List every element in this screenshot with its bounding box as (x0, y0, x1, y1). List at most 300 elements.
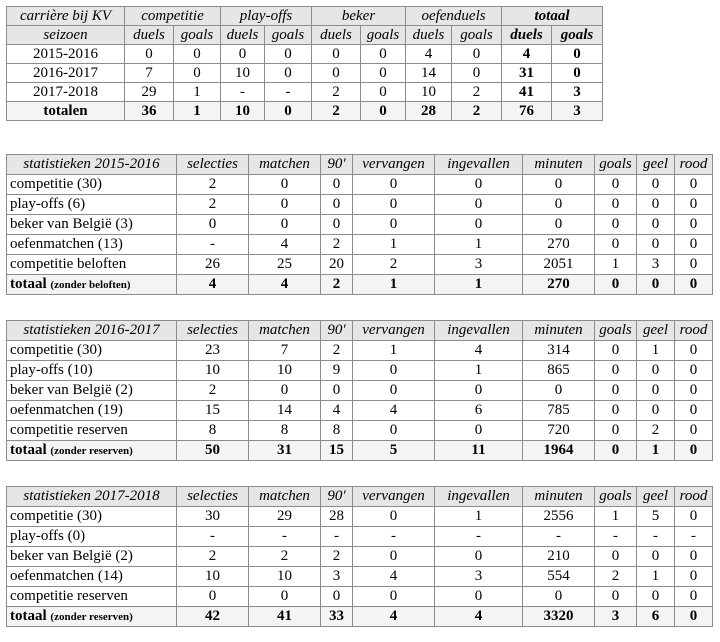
column-header: ingevallen (435, 487, 523, 507)
group-header: play-offs (221, 7, 312, 26)
value-cell: 2 (637, 421, 675, 441)
column-header: 90' (321, 487, 353, 507)
value-cell: 0 (675, 195, 713, 215)
value-cell: 0 (221, 45, 265, 64)
table-row (7, 255, 713, 275)
value-cell: 0 (174, 45, 221, 64)
row-label: competitie reserven (7, 421, 177, 441)
column-header: vervangen (353, 321, 435, 341)
table-row (7, 421, 713, 441)
total-cell: 4 (177, 275, 249, 295)
column-header: selecties (177, 155, 249, 175)
value-cell: 0 (595, 215, 637, 235)
value-cell: 7 (125, 64, 174, 83)
value-cell: 0 (523, 587, 595, 607)
group-header: competitie (125, 7, 221, 26)
total-cell: 0 (675, 607, 713, 627)
row-label: play-offs (10) (7, 361, 177, 381)
total-row (7, 102, 603, 121)
value-cell: 0 (353, 421, 435, 441)
total-cell: 0 (675, 275, 713, 295)
column-header: rood (675, 155, 713, 175)
total-cell: 11 (435, 441, 523, 461)
value-cell: 0 (353, 361, 435, 381)
value-cell: - (321, 527, 353, 547)
table-row (7, 381, 713, 401)
value-cell: 0 (452, 64, 502, 83)
row-label: oefenmatchen (14) (7, 567, 177, 587)
value-cell: 25 (249, 255, 321, 275)
value-cell: 14 (406, 64, 452, 83)
value-cell: 0 (637, 215, 675, 235)
value-cell: 0 (435, 381, 523, 401)
value-cell: 2 (452, 83, 502, 102)
value-cell: 10 (221, 64, 265, 83)
total-cell: 3 (595, 607, 637, 627)
value-cell: - (353, 527, 435, 547)
value-cell: 3 (637, 255, 675, 275)
value-cell: 7 (249, 341, 321, 361)
table-row (7, 507, 713, 527)
row-label: beker van België (3) (7, 215, 177, 235)
column-header: ingevallen (435, 155, 523, 175)
column-header: geel (637, 487, 675, 507)
value-cell: 0 (675, 255, 713, 275)
header-row (7, 155, 713, 175)
value-cell: 0 (637, 361, 675, 381)
value-cell: 0 (249, 175, 321, 195)
value-cell: 0 (675, 235, 713, 255)
value-cell: 3 (435, 255, 523, 275)
total-cell: 0 (637, 275, 675, 295)
group-header: oefenduels (406, 7, 502, 26)
season-cell: 2016-2017 (7, 64, 125, 83)
total-row (7, 607, 713, 627)
total-cell: 0 (595, 441, 637, 461)
value-cell: 28 (321, 507, 353, 527)
total-cell: 1 (637, 441, 675, 461)
column-header: minuten (523, 155, 595, 175)
value-cell: - (177, 235, 249, 255)
value-cell: 4 (249, 235, 321, 255)
career-title: carrière bij KV (7, 7, 125, 26)
total-cell: 4 (249, 275, 321, 295)
group-header-total: totaal (502, 7, 603, 26)
total-cell: 1964 (523, 441, 595, 461)
value-cell: 0 (552, 45, 603, 64)
value-cell: 0 (595, 547, 637, 567)
value-cell: 2051 (523, 255, 595, 275)
value-cell: 0 (637, 195, 675, 215)
column-header: geel (637, 321, 675, 341)
value-cell: 4 (502, 45, 552, 64)
value-cell: - (265, 83, 312, 102)
value-cell: 15 (177, 401, 249, 421)
value-cell: 0 (321, 587, 353, 607)
value-cell: 0 (265, 64, 312, 83)
total-cell: 15 (321, 441, 353, 461)
sub-header: goals (361, 26, 406, 45)
value-cell: 210 (523, 547, 595, 567)
value-cell: 29 (249, 507, 321, 527)
row-label: beker van België (2) (7, 547, 177, 567)
sub-header: duels (125, 26, 174, 45)
value-cell: 3 (435, 567, 523, 587)
column-header: goals (595, 321, 637, 341)
value-cell: 865 (523, 361, 595, 381)
column-header: matchen (249, 321, 321, 341)
sub-header: goals (265, 26, 312, 45)
value-cell: 314 (523, 341, 595, 361)
value-cell: 30 (177, 507, 249, 527)
value-cell: 0 (595, 381, 637, 401)
value-cell: 31 (502, 64, 552, 83)
row-label: competitie beloften (7, 255, 177, 275)
value-cell: 0 (595, 587, 637, 607)
value-cell: 0 (637, 175, 675, 195)
table-row (7, 195, 713, 215)
value-cell: 0 (177, 587, 249, 607)
value-cell: 0 (637, 587, 675, 607)
value-cell: 1 (595, 255, 637, 275)
total-label: totaal (10, 441, 47, 458)
season-cell: 2015-2016 (7, 45, 125, 64)
value-cell: 0 (637, 381, 675, 401)
table-row (7, 587, 713, 607)
total-label-cell (7, 275, 177, 295)
value-cell: 1 (637, 567, 675, 587)
value-cell: 1 (435, 507, 523, 527)
table-row (7, 45, 603, 64)
column-header: vervangen (353, 155, 435, 175)
value-cell: 0 (595, 195, 637, 215)
value-cell: 0 (675, 547, 713, 567)
value-cell: 8 (249, 421, 321, 441)
value-cell: 0 (249, 381, 321, 401)
value-cell: - (249, 527, 321, 547)
value-cell: 2556 (523, 507, 595, 527)
value-cell: 0 (353, 381, 435, 401)
value-cell: 29 (125, 83, 174, 102)
value-cell: 1 (637, 341, 675, 361)
value-cell: 0 (353, 547, 435, 567)
value-cell: - (595, 527, 637, 547)
value-cell: 0 (353, 175, 435, 195)
stats-title: statistieken 2015-2016 (7, 155, 177, 175)
row-label: oefenmatchen (19) (7, 401, 177, 421)
value-cell: 2 (177, 175, 249, 195)
row-label: play-offs (0) (7, 527, 177, 547)
value-cell: 0 (595, 361, 637, 381)
value-cell: 10 (177, 567, 249, 587)
value-cell: 0 (595, 175, 637, 195)
value-cell: 2 (595, 567, 637, 587)
value-cell: 0 (675, 567, 713, 587)
value-cell: 0 (249, 215, 321, 235)
sub-header: goals (452, 26, 502, 45)
total-cell: 36 (125, 102, 174, 121)
value-cell: 0 (675, 381, 713, 401)
value-cell: 5 (637, 507, 675, 527)
stats-title: statistieken 2017-2018 (7, 487, 177, 507)
total-note: (zonder beloften) (50, 278, 131, 291)
value-cell: 0 (249, 587, 321, 607)
total-note: (zonder reserven) (50, 444, 133, 457)
column-header: ingevallen (435, 321, 523, 341)
value-cell: 4 (353, 401, 435, 421)
value-cell: 0 (435, 195, 523, 215)
value-cell: 0 (353, 587, 435, 607)
total-cell: 270 (523, 275, 595, 295)
value-cell: 2 (249, 547, 321, 567)
total-note: (zonder reserven) (50, 610, 133, 623)
value-cell: 2 (177, 547, 249, 567)
value-cell: 0 (675, 507, 713, 527)
total-cell: 31 (249, 441, 321, 461)
value-cell: 4 (435, 341, 523, 361)
sub-header: duels (406, 26, 452, 45)
total-row (7, 275, 713, 295)
value-cell: 0 (637, 401, 675, 421)
column-header: minuten (523, 321, 595, 341)
table-row (7, 527, 713, 547)
table-row (7, 175, 713, 195)
value-cell: 26 (177, 255, 249, 275)
value-cell: 4 (353, 567, 435, 587)
value-cell: 0 (321, 195, 353, 215)
total-cell: 1 (174, 102, 221, 121)
row-label: play-offs (6) (7, 195, 177, 215)
value-cell: 0 (595, 421, 637, 441)
value-cell: 0 (452, 45, 502, 64)
table-row (7, 235, 713, 255)
header-row (7, 321, 713, 341)
value-cell: 2 (312, 83, 361, 102)
value-cell: 0 (353, 215, 435, 235)
column-header: rood (675, 321, 713, 341)
total-cell: 2 (321, 275, 353, 295)
total-cell: 0 (675, 441, 713, 461)
total-cell: 42 (177, 607, 249, 627)
row-label: beker van België (2) (7, 381, 177, 401)
table-row (7, 341, 713, 361)
sub-header: duels (221, 26, 265, 45)
value-cell: 0 (353, 195, 435, 215)
value-cell: - (523, 527, 595, 547)
season-cell: 2017-2018 (7, 83, 125, 102)
total-cell: 5 (353, 441, 435, 461)
value-cell: 0 (675, 587, 713, 607)
total-cell: 4 (353, 607, 435, 627)
value-cell: 785 (523, 401, 595, 421)
stats-table-2017-2018 (6, 486, 713, 627)
column-header: rood (675, 487, 713, 507)
value-cell: 1 (435, 235, 523, 255)
value-cell: 0 (675, 421, 713, 441)
row-label: competitie (30) (7, 341, 177, 361)
total-cell: 6 (637, 607, 675, 627)
value-cell: - (637, 527, 675, 547)
value-cell: 3 (552, 83, 603, 102)
sub-header: duels (312, 26, 361, 45)
value-cell: 0 (312, 45, 361, 64)
column-header: vervangen (353, 487, 435, 507)
total-label: totaal (10, 275, 47, 292)
value-cell: 554 (523, 567, 595, 587)
value-cell: 0 (125, 45, 174, 64)
career-table (6, 6, 603, 121)
value-cell: 0 (637, 235, 675, 255)
value-cell: 10 (249, 567, 321, 587)
value-cell: 1 (435, 361, 523, 381)
total-cell: 2 (312, 102, 361, 121)
stats-table-2015-2016 (6, 154, 713, 295)
value-cell: 2 (177, 381, 249, 401)
value-cell: 23 (177, 341, 249, 361)
value-cell: 0 (361, 83, 406, 102)
value-cell: 0 (595, 401, 637, 421)
column-header: goals (595, 487, 637, 507)
value-cell: 270 (523, 235, 595, 255)
column-header: 90' (321, 155, 353, 175)
value-cell: 0 (265, 45, 312, 64)
value-cell: 1 (174, 83, 221, 102)
value-cell: 0 (675, 341, 713, 361)
table-row (7, 401, 713, 421)
value-cell: 0 (361, 64, 406, 83)
column-header: matchen (249, 155, 321, 175)
value-cell: 9 (321, 361, 353, 381)
total-cell: 4 (435, 607, 523, 627)
value-cell: 0 (435, 587, 523, 607)
table-row (7, 567, 713, 587)
column-header: selecties (177, 321, 249, 341)
table-row (7, 215, 713, 235)
total-cell: 3320 (523, 607, 595, 627)
value-cell: 10 (406, 83, 452, 102)
total-cell: 0 (361, 102, 406, 121)
value-cell: 14 (249, 401, 321, 421)
column-header: minuten (523, 487, 595, 507)
value-cell: 0 (174, 64, 221, 83)
total-cell: 0 (595, 275, 637, 295)
value-cell: 10 (177, 361, 249, 381)
value-cell: 0 (595, 235, 637, 255)
value-cell: 0 (435, 215, 523, 235)
value-cell: 1 (595, 507, 637, 527)
total-cell: 76 (502, 102, 552, 121)
sub-header: goals (552, 26, 603, 45)
column-header: selecties (177, 487, 249, 507)
value-cell: 0 (637, 547, 675, 567)
total-cell: 3 (552, 102, 603, 121)
value-cell: 2 (353, 255, 435, 275)
total-label: totalen (7, 102, 125, 121)
table-row (7, 361, 713, 381)
value-cell: 0 (675, 361, 713, 381)
value-cell: - (675, 527, 713, 547)
value-cell: 41 (502, 83, 552, 102)
value-cell: 20 (321, 255, 353, 275)
value-cell: 1 (353, 341, 435, 361)
value-cell: 0 (353, 507, 435, 527)
table-row (7, 83, 603, 102)
table-row (7, 547, 713, 567)
value-cell: - (435, 527, 523, 547)
value-cell: 0 (552, 64, 603, 83)
total-label-cell (7, 441, 177, 461)
value-cell: 0 (523, 175, 595, 195)
value-cell: 0 (675, 401, 713, 421)
table-row (7, 64, 603, 83)
total-cell: 28 (406, 102, 452, 121)
total-cell: 0 (265, 102, 312, 121)
value-cell: 0 (595, 341, 637, 361)
season-header: seizoen (7, 26, 125, 45)
value-cell: 8 (321, 421, 353, 441)
row-label: competitie (30) (7, 507, 177, 527)
column-header: geel (637, 155, 675, 175)
row-label: oefenmatchen (13) (7, 235, 177, 255)
value-cell: 2 (177, 195, 249, 215)
sub-header: duels (502, 26, 552, 45)
value-cell: 0 (435, 175, 523, 195)
total-cell: 33 (321, 607, 353, 627)
value-cell: 0 (523, 381, 595, 401)
value-cell: 0 (435, 421, 523, 441)
total-cell: 2 (452, 102, 502, 121)
value-cell: 4 (406, 45, 452, 64)
value-cell: 0 (321, 175, 353, 195)
column-header: 90' (321, 321, 353, 341)
total-cell: 50 (177, 441, 249, 461)
total-cell: 10 (221, 102, 265, 121)
value-cell: - (221, 83, 265, 102)
total-label: totaal (10, 607, 47, 624)
value-cell: 0 (675, 215, 713, 235)
row-label: competitie reserven (7, 587, 177, 607)
value-cell: 1 (353, 235, 435, 255)
value-cell: 0 (523, 215, 595, 235)
total-row (7, 441, 713, 461)
stats-table-2016-2017 (6, 320, 713, 461)
value-cell: 6 (435, 401, 523, 421)
value-cell: 0 (312, 64, 361, 83)
value-cell: 3 (321, 567, 353, 587)
stats-title: statistieken 2016-2017 (7, 321, 177, 341)
value-cell: 4 (321, 401, 353, 421)
sub-header: goals (174, 26, 221, 45)
value-cell: 0 (435, 547, 523, 567)
value-cell: 0 (177, 215, 249, 235)
total-cell: 1 (353, 275, 435, 295)
total-label-cell (7, 607, 177, 627)
value-cell: 0 (523, 195, 595, 215)
row-label: competitie (30) (7, 175, 177, 195)
group-header: beker (312, 7, 406, 26)
header-row (7, 487, 713, 507)
value-cell: 8 (177, 421, 249, 441)
value-cell: - (177, 527, 249, 547)
total-cell: 1 (435, 275, 523, 295)
value-cell: 0 (675, 175, 713, 195)
value-cell: 2 (321, 341, 353, 361)
value-cell: 2 (321, 547, 353, 567)
total-cell: 41 (249, 607, 321, 627)
column-header: goals (595, 155, 637, 175)
column-header: matchen (249, 487, 321, 507)
value-cell: 720 (523, 421, 595, 441)
